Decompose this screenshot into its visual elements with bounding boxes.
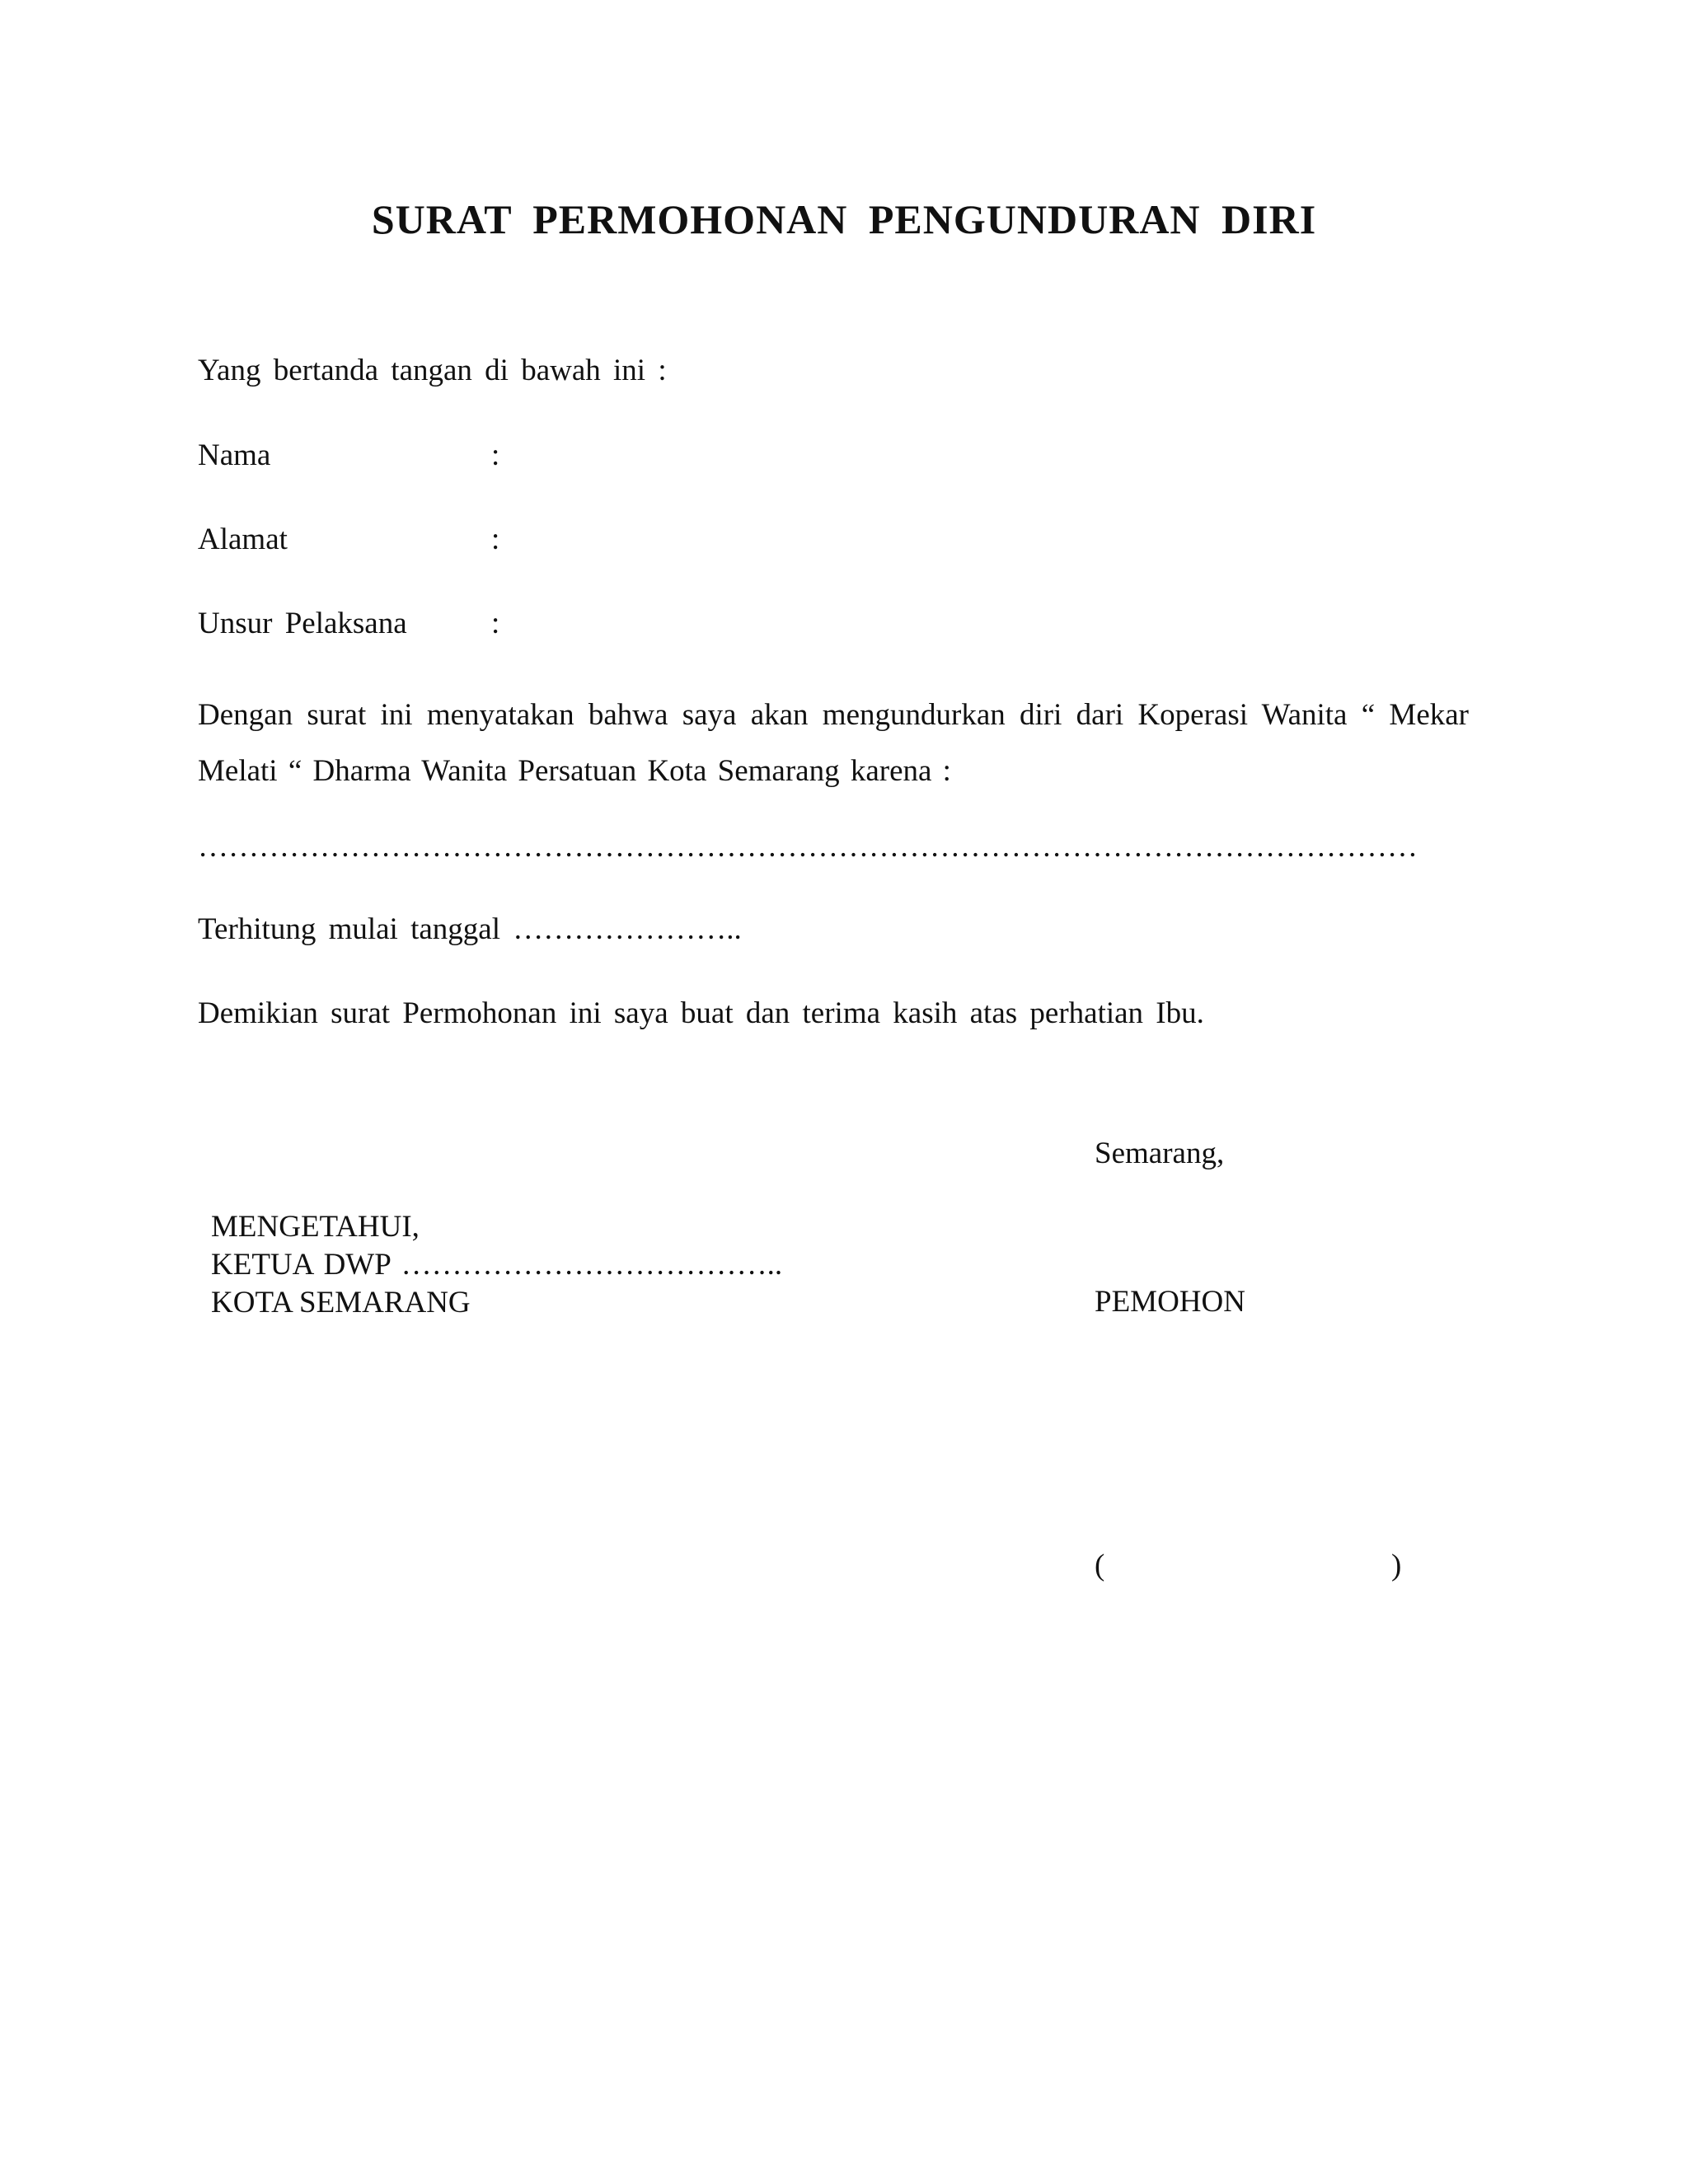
signature-place: Semarang,: [1095, 1137, 1225, 1170]
field-colon-alamat: :: [491, 523, 500, 556]
field-colon-nama: :: [491, 438, 500, 472]
signature-name-close-paren: ): [1391, 1549, 1402, 1582]
reason-blank-line: …………………………………………………………………………………………………………: [198, 830, 1418, 864]
closing-sentence: Demikian surat Permohonan ini saya buat dan terima kasih atas perhatian Ibu.: [198, 996, 1204, 1030]
applicant-label: PEMOHON: [1095, 1285, 1245, 1319]
signature-name-open-paren: (: [1095, 1549, 1105, 1582]
chair-label: KETUA DWP ………………………………..: [211, 1248, 783, 1282]
field-label-nama: Nama: [198, 438, 271, 472]
effective-date-line: Terhitung mulai tanggal …………………..: [198, 912, 742, 946]
statement-paragraph: Dengan surat ini menyatakan bahwa saya akan mengundurkan diri dari Koperasi Wanita “ Mekar Melati “ Dharma Wanita Persatuan Kota Semarang karena :: [198, 698, 1469, 788]
field-label-alamat: Alamat: [198, 523, 288, 556]
city-label: KOTA SEMARANG: [211, 1286, 471, 1319]
acknowledged-label: MENGETAHUI,: [211, 1210, 420, 1244]
intro-text: Yang bertanda tangan di bawah ini :: [198, 354, 667, 387]
field-label-unsur-pelaksana: Unsur Pelaksana: [198, 607, 407, 640]
field-colon-unsur-pelaksana: :: [491, 607, 500, 640]
document-title: SURAT PERMOHONAN PENGUNDURAN DIRI: [371, 196, 1317, 242]
